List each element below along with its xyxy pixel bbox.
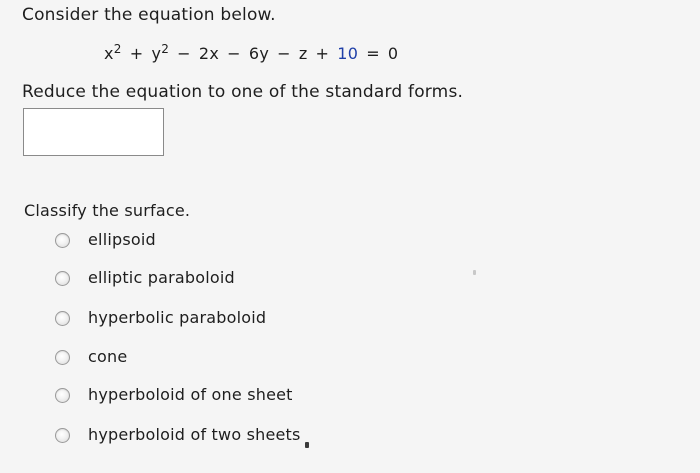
eq-rhs: 0 <box>387 44 399 63</box>
eq-term-6: 10 <box>337 44 359 63</box>
option-hyperbolic-paraboloid[interactable] <box>55 306 266 330</box>
option-hyperboloid-one-sheet[interactable] <box>55 383 293 407</box>
eq-y-exponent: 2 <box>161 42 170 56</box>
radio-button[interactable] <box>55 271 70 286</box>
option-hyperboloid-two-sheets[interactable] <box>55 423 301 447</box>
eq-op-2: − <box>177 44 191 63</box>
eq-op-1: + <box>129 44 144 63</box>
option-label: cone <box>88 347 128 366</box>
equation <box>104 44 398 64</box>
eq-term-5: z <box>298 44 308 63</box>
radio-button[interactable] <box>55 233 70 248</box>
eq-y-term: y <box>151 44 162 63</box>
option-cone[interactable] <box>55 345 127 369</box>
option-label: hyperbolic paraboloid <box>88 308 267 327</box>
stray-mark <box>473 270 476 275</box>
eq-x-exponent: 2 <box>113 42 122 56</box>
eq-term-4: 6y <box>248 44 270 63</box>
eq-op-3: − <box>227 44 241 63</box>
radio-button[interactable] <box>55 388 70 403</box>
eq-equals: = <box>366 44 380 63</box>
eq-op-5: + <box>315 44 330 63</box>
option-label: ellipsoid <box>88 230 156 249</box>
option-label: hyperboloid of two sheets <box>88 425 301 444</box>
eq-term-3: 2x <box>198 44 220 63</box>
classify-label: Classify the surface. <box>24 201 191 220</box>
eq-op-4: − <box>277 44 291 63</box>
standard-form-answer-box[interactable] <box>23 108 164 156</box>
option-elliptic-paraboloid[interactable] <box>55 266 235 290</box>
cursor-mark <box>305 442 309 448</box>
instruction-text: Reduce the equation to one of the standard forms. <box>22 82 464 102</box>
option-ellipsoid[interactable] <box>55 228 156 252</box>
eq-x-term: x <box>104 44 114 63</box>
radio-button[interactable] <box>55 311 70 326</box>
option-label: elliptic paraboloid <box>88 268 235 287</box>
radio-button[interactable] <box>55 428 70 443</box>
radio-button[interactable] <box>55 350 70 365</box>
option-label: hyperboloid of one sheet <box>88 385 293 404</box>
question-prompt: Consider the equation below. <box>22 5 276 25</box>
